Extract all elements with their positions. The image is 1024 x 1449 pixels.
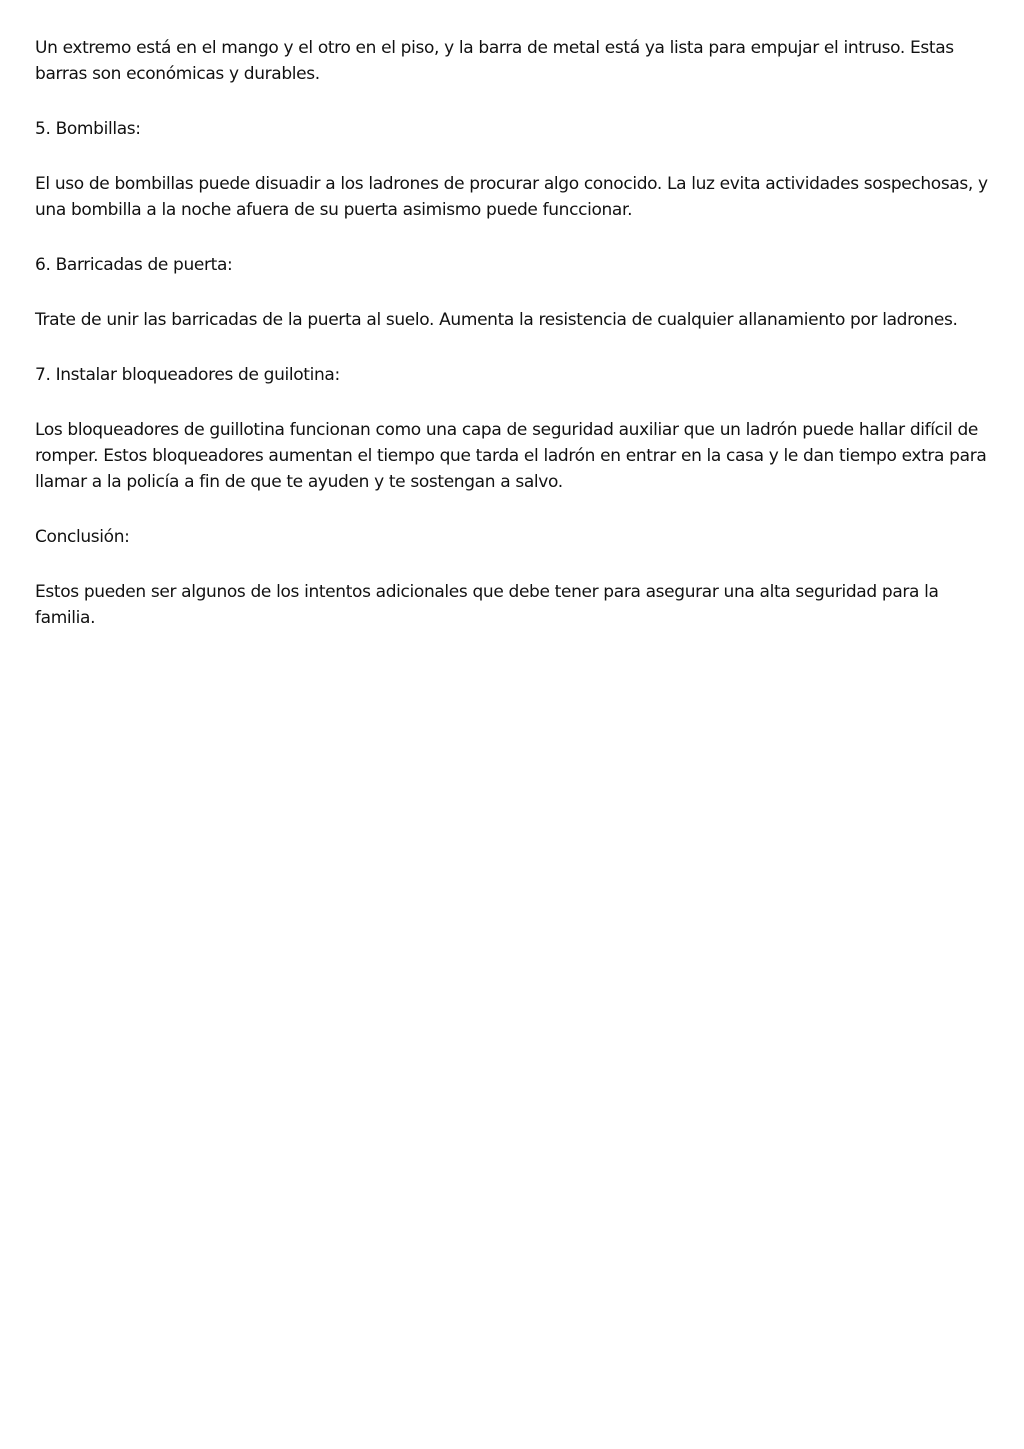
paragraph-guilotina: Los bloqueadores de guillotina funcionan como una capa de seguridad auxiliar que un ladrón puede hallar difícil de romper. Estos bloqueadores aumentan el tiempo que tarda el ladrón en entrar en la casa y le dan tiempo extra para llamar a la policía a fin de que te ayuden y te sostengan a salvo. [35, 420, 987, 492]
heading-barricadas: 6. Barricadas de puerta: [35, 255, 233, 275]
heading-bombillas: 5. Bombillas: [35, 119, 141, 139]
heading-conclusion: Conclusión: [35, 527, 130, 547]
paragraph-bombillas: El uso de bombillas puede disuadir a los ladrones de procurar algo conocido. La luz evita actividades sospechosas, y una bombilla a la noche afuera de su puerta asimismo puede funccionar. [35, 174, 988, 220]
heading-guilotina: 7. Instalar bloqueadores de guilotina: [35, 365, 340, 385]
paragraph-barricadas: Trate de unir las barricadas de la puerta al suelo. Aumenta la resistencia de cualquier allanamiento por ladrones. [35, 310, 958, 330]
paragraph-conclusion: Estos pueden ser algunos de los intentos adicionales que debe tener para asegurar una alta seguridad para la familia. [35, 582, 939, 628]
document-page [35, 35, 993, 660]
paragraph-metal-bar: Un extremo está en el mango y el otro en el piso, y la barra de metal está ya lista para empujar el intruso. Estas barras son económicas y durables. [35, 38, 954, 84]
